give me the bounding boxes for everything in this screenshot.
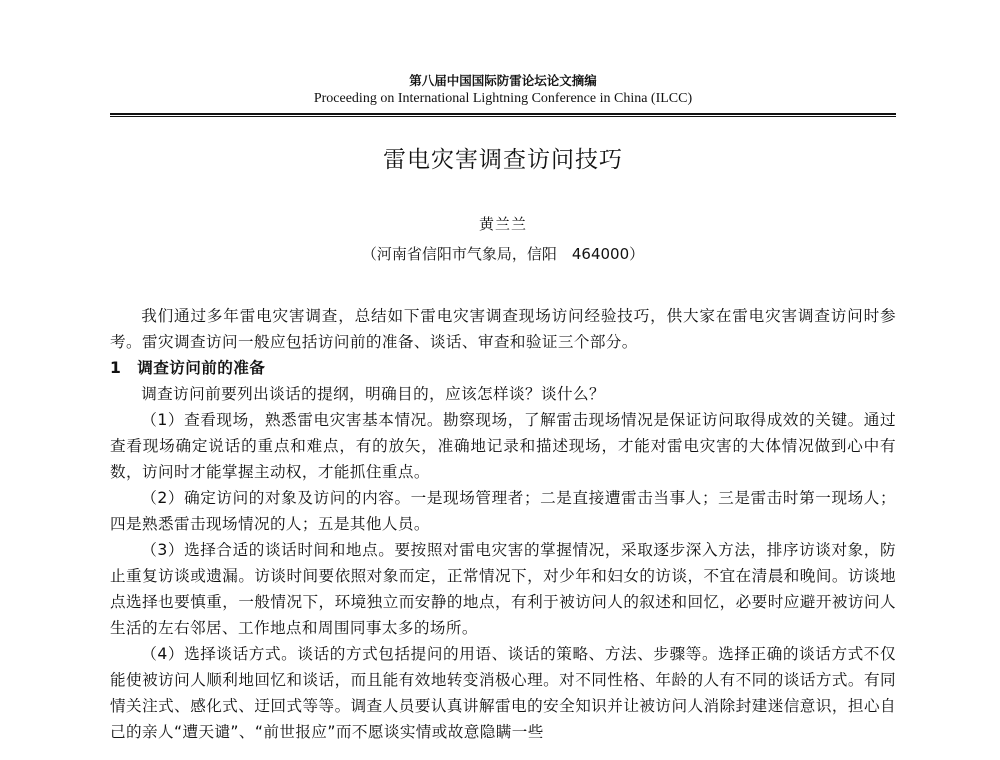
- header-rule-thin: [110, 116, 896, 117]
- list-item-2: （2）确定访问的对象及访问的内容。一是现场管理者；二是直接遭雷击当事人；三是雷击时第一现场人；四是熟悉雷击现场情况的人；五是其他人员。: [110, 489, 896, 533]
- list-item-4: （4）选择谈话方式。谈话的方式包括提问的用语、谈话的策略、方法、步骤等。选择正确的谈话方式不仅能使被访问人顺利地回忆和谈话，而且能有效地转变消极心理。对不同性格、年龄的人有不同的谈话方式。有同情关注式、感化式、迂回式等等。调查人员要认真讲解雷电的安全知识并让被访问人消除封建迷信意识，担心自己的亲人“遭天谴”、“前世报应”而不愿谈实情或故意隐瞒一些: [110, 645, 896, 741]
- running-header: [110, 73, 896, 108]
- list-item-3: （3）选择合适的谈话时间和地点。要按照对雷电灾害的掌握情况，采取逐步深入方法，排序访谈对象，防止重复访谈或遗漏。访谈时间要依照对象而定，正常情况下，对少年和妇女的访谈，不宜在清晨和晚间。访谈地点选择也要慎重，一般情况下，环境独立而安静的地点，有利于被访问人的叙述和回忆，必要时应避开被访问人生活的左右邻居、工作地点和周围同事太多的场所。: [110, 541, 896, 637]
- paper-body: [110, 303, 896, 745]
- header-chinese: 第八届中国国际防雷论坛论文摘编: [409, 73, 597, 88]
- section-heading: 1 调查访问前的准备: [110, 359, 266, 377]
- header-english: Proceeding on International Lightning Conference in China (ILCC): [313, 91, 693, 106]
- header-rule: [110, 113, 896, 115]
- author-affiliation: （河南省信阳市气象局，信阳 464000）: [361, 245, 645, 263]
- author-name: 黄兰兰: [478, 215, 527, 233]
- section-lead: 调查访问前要列出谈话的提纲，明确目的，应该怎样谈？谈什么？: [141, 385, 606, 403]
- list-item-1: （1）查看现场，熟悉雷电灾害基本情况。勘察现场，了解雷击现场情况是保证访问取得成效的关键。通过查看现场确定说话的重点和难点，有的放矢，准确地记录和描述现场，才能对雷电灾害的大体情况做到心中有数，访问时才能掌握主动权，才能抓住重点。: [110, 411, 896, 481]
- intro-paragraph: 我们通过多年雷电灾害调查，总结如下雷电灾害调查现场访问经验技巧，供大家在雷电灾害调查访问时参考。雷灾调查访问一般应包括访问前的准备、谈话、审查和验证三个部分。: [110, 307, 896, 351]
- paper-title: 雷电灾害调查访问技巧: [383, 147, 623, 173]
